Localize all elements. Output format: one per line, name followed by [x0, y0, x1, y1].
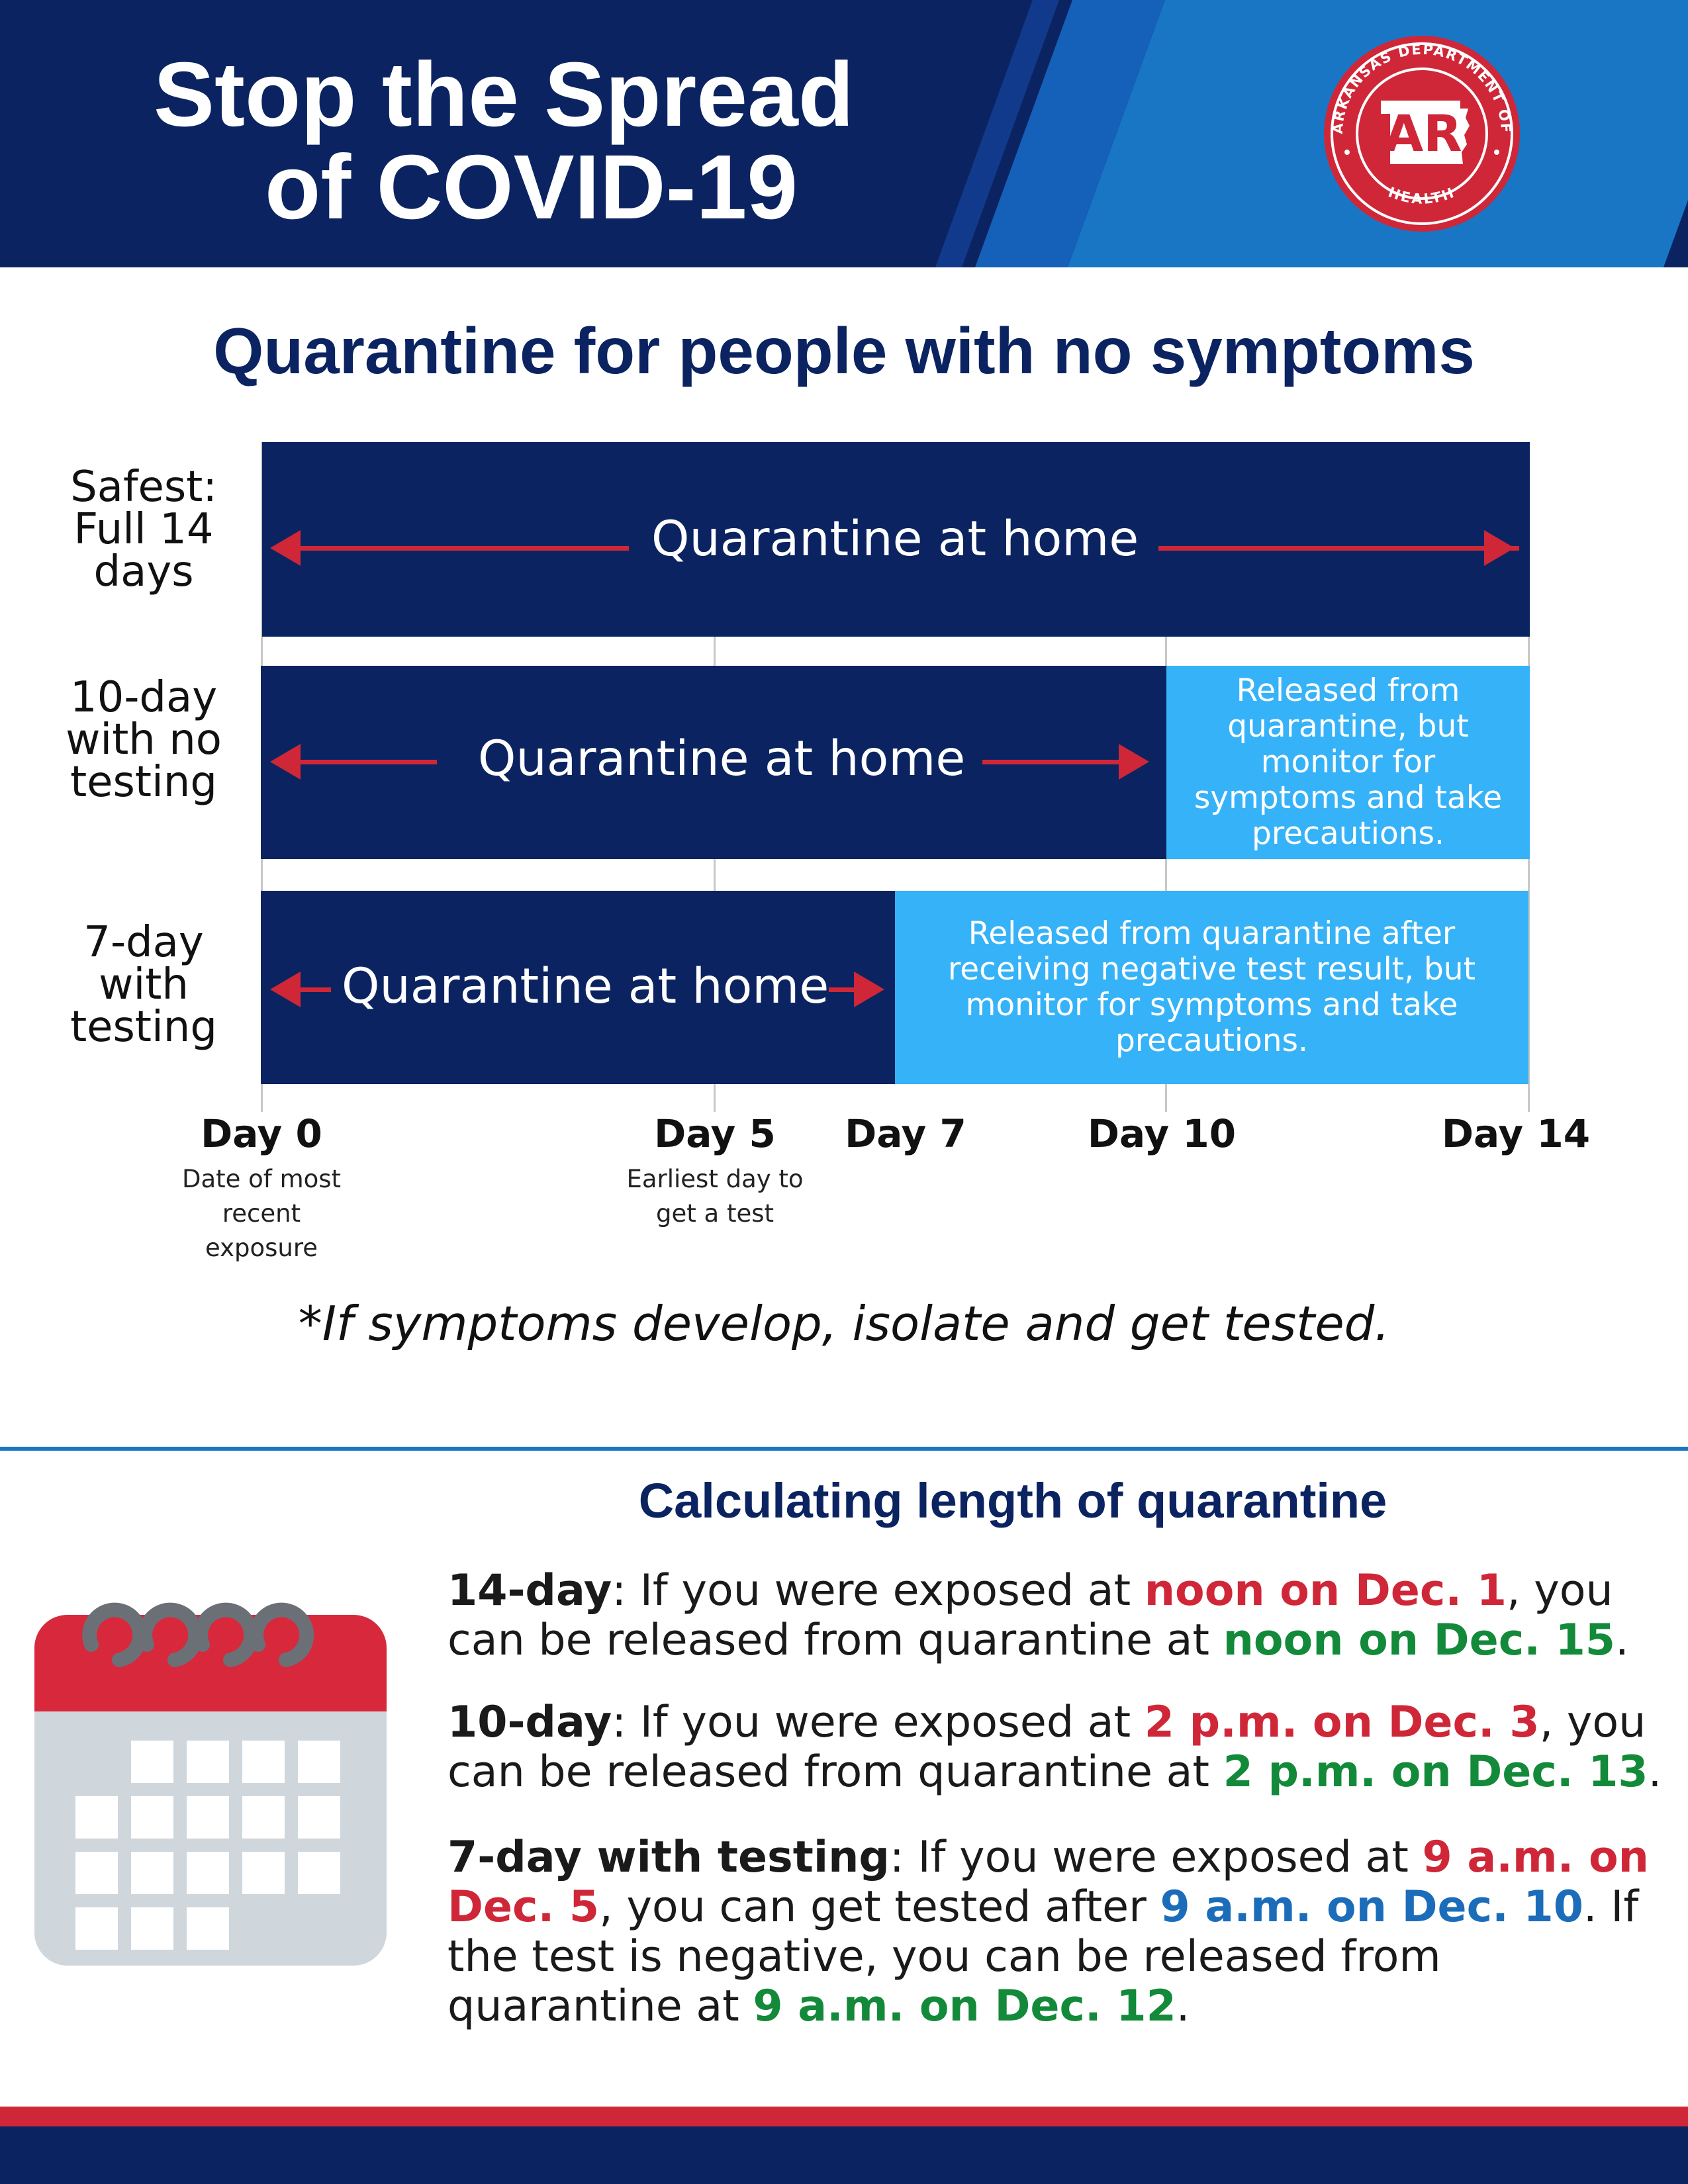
arrow-line	[299, 760, 437, 764]
example-10-day: 10-day: If you were exposed at 2 p.m. on Dec. 3, you can be released from quarantine at 2 p.m. on Dec. 13.	[447, 1698, 1662, 1797]
footer-navy-band	[0, 2126, 1688, 2184]
arrow-line	[982, 760, 1129, 764]
quarantine-at-home-label: Quarantine at home	[478, 731, 966, 787]
arrow-line	[299, 546, 629, 551]
arrow-right-icon	[1484, 530, 1515, 566]
arrow-left-icon	[270, 972, 301, 1007]
page-title-line-1: Stop the Spread	[154, 44, 855, 146]
day-label-10: Day 10	[1087, 1111, 1237, 1156]
day-label-5: Day 5	[654, 1111, 776, 1156]
day-5-note: Earliest day to get a test	[626, 1165, 804, 1228]
symptoms-footnote: *If symptoms develop, isolate and get tested.	[298, 1296, 1390, 1351]
day-label-0: Day 0	[201, 1111, 322, 1156]
footer-red-band	[0, 2107, 1688, 2126]
example-14-day: 14-day: If you were exposed at noon on Dec. 1, you can be released from quarantine at noon on Dec. 15.	[447, 1566, 1629, 1665]
calendar-icon	[34, 1582, 387, 1966]
seal-text-bottom: HEALTH	[1385, 184, 1458, 207]
arrow-right-icon	[1119, 744, 1149, 780]
arrow-line	[299, 987, 331, 992]
example-7-day-with-testing: 7-day with testing: If you were exposed at 9 a.m. on Dec. 5, you can get tested after 9 a.m. on Dec. 10. If the test is negative, you can be released from quarantine at 9 a.m. on Dec. 12.	[447, 1833, 1649, 2031]
arrow-left-icon	[270, 744, 301, 780]
released-bar-7-day: Released from quarantine after receiving negative test result, but monitor for symptoms and take precautions.	[895, 891, 1528, 1084]
row-label-14-day: Safest: Full 14 days	[70, 463, 217, 596]
arrow-line	[1158, 546, 1519, 551]
quarantine-at-home-label: Quarantine at home	[651, 511, 1139, 567]
day-label-7: Day 7	[845, 1111, 966, 1156]
day-label-14: Day 14	[1441, 1111, 1591, 1156]
arrow-left-icon	[270, 530, 301, 566]
calculating-heading: Calculating length of quarantine	[638, 1473, 1387, 1528]
row-label-7-day: 7-day with testing	[70, 918, 217, 1052]
seal-monogram: AR	[1384, 104, 1462, 163]
seal-text-top: ARKANSAS DEPARTMENT OF	[1329, 41, 1515, 135]
day-0-note: Date of most recent exposure	[181, 1165, 342, 1262]
quarantine-at-home-label: Quarantine at home	[342, 958, 829, 1015]
arrow-line	[829, 987, 855, 992]
row-label-10-day: 10-day with no testing	[66, 673, 222, 807]
arkansas-health-seal-logo	[1303, 34, 1541, 233]
section-divider	[0, 1447, 1688, 1451]
released-bar-10-day: Released from quarantine, but monitor for symptoms and take precautions.	[1166, 666, 1530, 859]
quarantine-heading: Quarantine for people with no symptoms	[213, 314, 1475, 387]
arrow-right-icon	[854, 972, 884, 1007]
page-title-line-2: of COVID-19	[265, 136, 798, 238]
